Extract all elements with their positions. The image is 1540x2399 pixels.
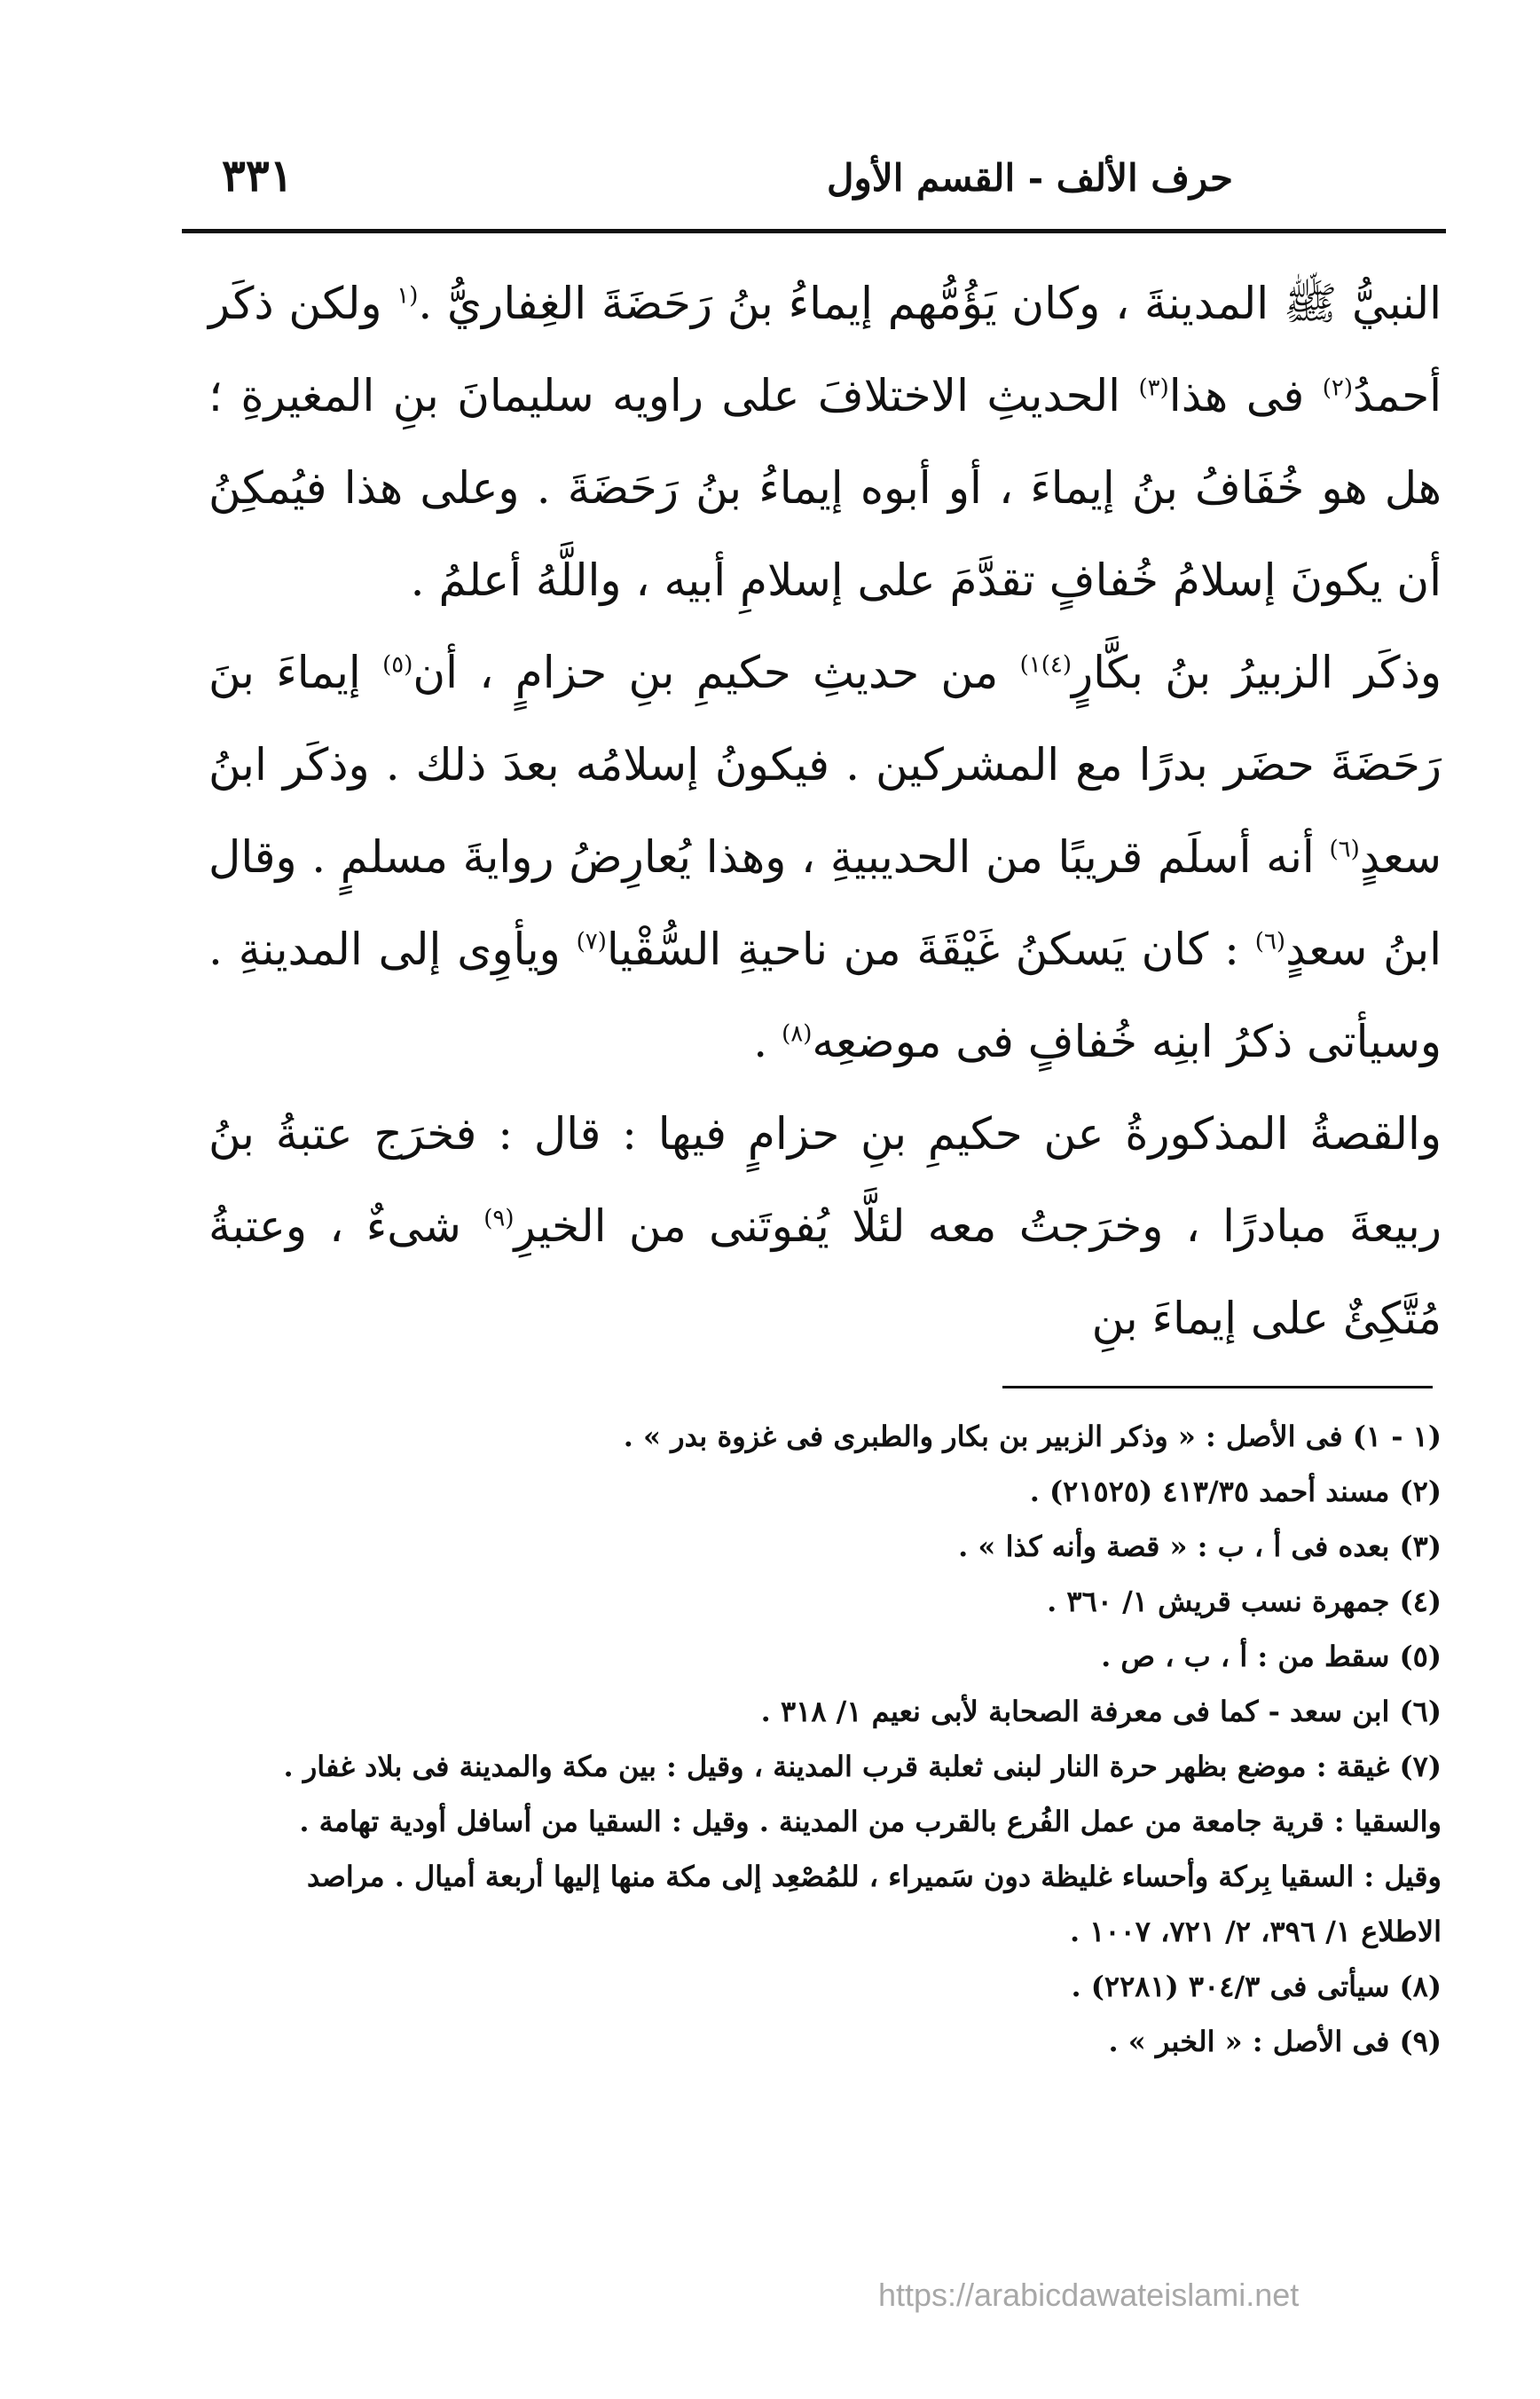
footnote-continuation: والسقيا : قرية جامعة من عمل الفُرع بالقرب من المدينة . وقيل : السقيا من أسافل أودية تهامة . bbox=[299, 1805, 1442, 1838]
footnote-reference: (٢) bbox=[1322, 374, 1354, 402]
page-number: ٣٣١ bbox=[222, 149, 294, 201]
text-segment: شىءٌ ، وعتبةُ مُتَّكِئٌ على إيماءَ بنِ bbox=[208, 1200, 1442, 1344]
text-segment: ولكن ذكَر أحمدُ bbox=[208, 278, 1442, 421]
footnote-reference: (٩) bbox=[483, 1205, 515, 1232]
page-header bbox=[222, 149, 1446, 229]
footnote-reference: (١ bbox=[397, 282, 419, 310]
footnote: (٧) غيقة : موضع بظهر حرة النار لبنى ثعلبة قرب المدينة ، وقيل : بين مكة والمدينة فى بلاد غفار . bbox=[283, 1750, 1442, 1783]
text-segment: النبيُّ ﷺ المدينةَ ، وكان يَؤُمُّهم إيماءُ بنُ رَحَضَةَ الغِفاريُّ . bbox=[418, 278, 1442, 329]
text-segment: فى هذا bbox=[1168, 370, 1323, 421]
text-segment: أنه أسلَم قريبًا من الحديبيةِ ، وهذا يُعارِضُ روايةَ مسلمٍ . وقال ابنُ سعدٍ bbox=[208, 831, 1442, 975]
paragraph-2 bbox=[208, 626, 1442, 1088]
footnote: (٤) جمهرة نسب قريش ١/ ٣٦٠ . bbox=[1047, 1585, 1442, 1618]
text-segment: إيماءَ بنَ رَحَضَةَ حضَر بدرًا مع المشركين . فيكونُ إسلامُه بعدَ ذلك . وذكَر ابنُ سعدٍ bbox=[208, 647, 1442, 883]
footnote: (١ - ١) فى الأصل : « وذكر الزبير بن بكار والطبرى فى غزوة بدر » . bbox=[623, 1420, 1442, 1453]
text-segment: ويأوِى إلى المدينةِ . وسيأتى ذكرُ ابنِه خُفافٍ فى موضعِه bbox=[208, 924, 1442, 1067]
footnote-rule bbox=[1002, 1386, 1433, 1388]
footnote: (٢) مسند أحمد ٤١٣/٣٥ (٢١٥٢٥) . bbox=[1029, 1475, 1442, 1508]
footnote: (٣) بعده فى أ ، ب : « قصة وأنه كذا » . bbox=[958, 1530, 1442, 1563]
footnote-reference: (٦) bbox=[1329, 836, 1360, 863]
text-segment: الحديثِ الاختلافَ على راويه سليمانَ بنِ المغيرةِ ؛ هل هو خُفَافُ بنُ إيماءَ ، أو أبوه إيماءُ بنُ رَحَضَةَ . وعلى هذا فيُمكِنُ أن يكونَ إسلامُ خُفافٍ تقدَّمَ على إسلامِ أبيه ، واللَّهُ أعلمُ . bbox=[208, 370, 1442, 606]
running-title: حرف الألف - القسم الأول bbox=[826, 156, 1233, 200]
header-rule bbox=[182, 229, 1446, 233]
text-segment: : كان يَسكنُ غَيْقَةَ من ناحيةِ السُّقْيا bbox=[606, 924, 1255, 975]
watermark: https://arabicdawateislami.net bbox=[878, 2277, 1300, 2313]
footnote: (٦) ابن سعد - كما فى معرفة الصحابة لأبى نعيم ١/ ٣١٨ . bbox=[760, 1695, 1442, 1728]
main-text bbox=[208, 257, 1442, 1365]
footnote: (٨) سيأتى فى ٣٠٤/٣ (٢٢٨١) . bbox=[1071, 1970, 1442, 2003]
footnote-continuation: وقيل : السقيا بِركة وأحساء غليظة دون سَميراء ، للمُصْعِد إلى مكة منها إليها أربعة أميال . مراصد bbox=[306, 1860, 1442, 1893]
footnote: (٥) سقط من : أ ، ب ، ص . bbox=[1101, 1640, 1442, 1673]
paragraph-3 bbox=[208, 1088, 1442, 1365]
footnote-reference: (٧) bbox=[576, 928, 607, 956]
footnote-reference: (٤)١) bbox=[1019, 651, 1072, 679]
text-segment: من حديثِ حكيمِ بنِ حزامٍ ، أن bbox=[412, 647, 1020, 698]
footnotes bbox=[200, 1409, 1442, 2069]
footnote-reference: (٨) bbox=[782, 1020, 813, 1048]
text-segment: . bbox=[753, 1016, 782, 1067]
footnote-continuation: الاطلاع ١/ ٣٩٦، ٢/ ٧٢١، ١٠٠٧ . bbox=[1069, 1915, 1442, 1948]
paragraph-1 bbox=[208, 257, 1442, 626]
footnote-reference: (٥) bbox=[382, 651, 413, 679]
footnote-reference: (٣) bbox=[1138, 374, 1169, 402]
footnote-reference: (٦) bbox=[1254, 928, 1286, 956]
text-segment: والقصةُ المذكورةُ عن حكيمِ بنِ حزامٍ فيها : قال : فخرَج عتبةُ بنُ ربيعةَ مبادرًا ، وخرَجتُ معه لئلَّا يُفوتَنى من الخيرِ bbox=[208, 1108, 1442, 1252]
footnote: (٩) فى الأصل : « الخبر » . bbox=[1108, 2025, 1442, 2058]
text-segment: وذكَر الزبيرُ بنُ بكَّارٍ bbox=[1072, 647, 1442, 698]
